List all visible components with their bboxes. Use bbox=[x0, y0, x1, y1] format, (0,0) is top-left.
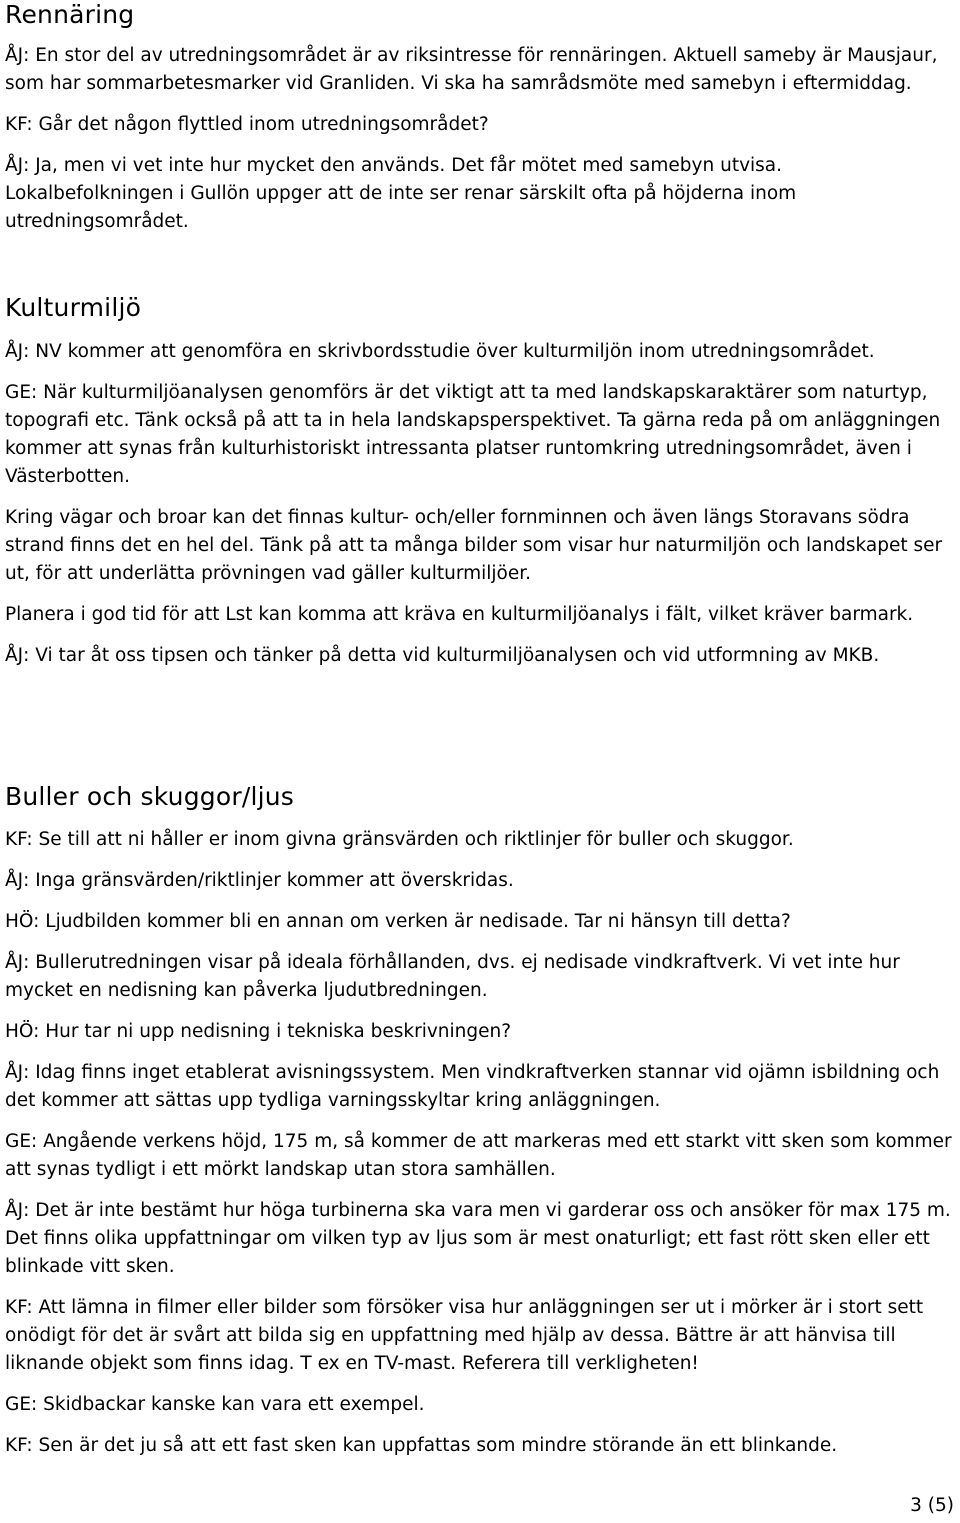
paragraph: KF: Går det någon flyttled inom utredningsområdet? bbox=[5, 114, 489, 135]
section-heading-rennaring: Rennäring bbox=[5, 0, 135, 29]
paragraph: ÅJ: Inga gränsvärden/riktlinjer kommer att överskridas. bbox=[5, 870, 514, 891]
paragraph: HÖ: Hur tar ni upp nedisning i tekniska beskrivningen? bbox=[5, 1021, 512, 1042]
paragraph: GE: Skidbackar kanske kan vara ett exempel. bbox=[5, 1394, 425, 1415]
paragraph: ÅJ: Vi tar åt oss tipsen och tänker på detta vid kulturmiljöanalysen och vid utformning av MKB. bbox=[5, 645, 880, 666]
paragraph: ÅJ: Idag finns inget etablerat avisningssystem. Men vindkraftverken stannar vid ojämn isbildning och det kommer att sättas upp tydliga varningsskyltar kring anläggningen. bbox=[5, 1062, 940, 1111]
paragraph: KF: Att lämna in filmer eller bilder som försöker visa hur anläggningen ser ut i mörker är i stort sett onödigt för det är svårt att bilda sig en uppfattning med hjälp av dessa. Bättre är att hänvisa till liknande objekt som finns idag. T ex en TV-mast. Referera till verkligheten! bbox=[5, 1297, 924, 1374]
paragraph: ÅJ: Det är inte bestämt hur höga turbinerna ska vara men vi garderar oss och ansöker för max 175 m. Det finns olika uppfattningar om vilken typ av ljus som är mest onaturligt; ett fast rött sken eller ett blinkade vitt sken. bbox=[5, 1200, 951, 1277]
section-body-kulturmiljo bbox=[5, 338, 957, 683]
section-heading-buller: Buller och skuggor/ljus bbox=[5, 782, 294, 811]
page-number: 3 (5) bbox=[910, 1495, 954, 1516]
paragraph: KF: Se till att ni håller er inom givna gränsvärden och riktlinjer för buller och skuggor. bbox=[5, 829, 794, 850]
paragraph: ÅJ: Ja, men vi vet inte hur mycket den används. Det får mötet med samebyn utvisa. bbox=[5, 155, 783, 176]
paragraph: GE: När kulturmiljöanalysen genomförs är det viktigt att ta med landskapskaraktärer som naturtyp, topografi etc. Tänk också på att ta in hela landskapsperspektivet. Ta gärna reda på om anläggningen kommer att synas från kulturhistoriskt intressanta platser runtomkring utredningsområdet, även i Västerbotten. bbox=[5, 382, 941, 487]
paragraph: Planera i god tid för att Lst kan komma att kräva en kulturmiljöanalys i fält, vilket kräver barmark. bbox=[5, 604, 914, 625]
section-body-rennaring bbox=[5, 42, 957, 249]
section-heading-kulturmiljo: Kulturmiljö bbox=[5, 293, 142, 322]
paragraph: Kring vägar och broar kan det finnas kultur- och/eller fornminnen och även längs Storavans södra strand finns det en hel del. Tänk på att ta många bilder som visar hur naturmiljön och landskapet ser ut, för att underlätta prövningen vad gäller kulturmiljöer. bbox=[5, 507, 943, 584]
paragraph: HÖ: Ljudbilden kommer bli en annan om verken är nedisade. Tar ni hänsyn till detta? bbox=[5, 911, 791, 932]
paragraph: Lokalbefolkningen i Gullön uppger att de inte ser renar särskilt ofta på höjderna inom utredningsområdet. bbox=[5, 183, 797, 232]
section-body-buller bbox=[5, 826, 957, 1473]
paragraph: GE: Angående verkens höjd, 175 m, så kommer de att markeras med ett starkt vitt sken som kommer att synas tydligt i ett mörkt landskap utan stora samhällen. bbox=[5, 1131, 952, 1180]
paragraph: ÅJ: En stor del av utredningsområdet är av riksintresse för rennäringen. Aktuell sameby är Mausjaur, som har sommarbetesmarker vid Granliden. Vi ska ha samrådsmöte med samebyn i eftermiddag. bbox=[5, 45, 938, 94]
paragraph: ÅJ: Bullerutredningen visar på ideala förhållanden, dvs. ej nedisade vindkraftverk. Vi vet inte hur mycket en nedisning kan påverka ljudutbredningen. bbox=[5, 952, 900, 1001]
paragraph: ÅJ: NV kommer att genomföra en skrivbordsstudie över kulturmiljön inom utredningsområdet. bbox=[5, 341, 875, 362]
paragraph: KF: Sen är det ju så att ett fast sken kan uppfattas som mindre störande än ett blinkande. bbox=[5, 1435, 838, 1456]
